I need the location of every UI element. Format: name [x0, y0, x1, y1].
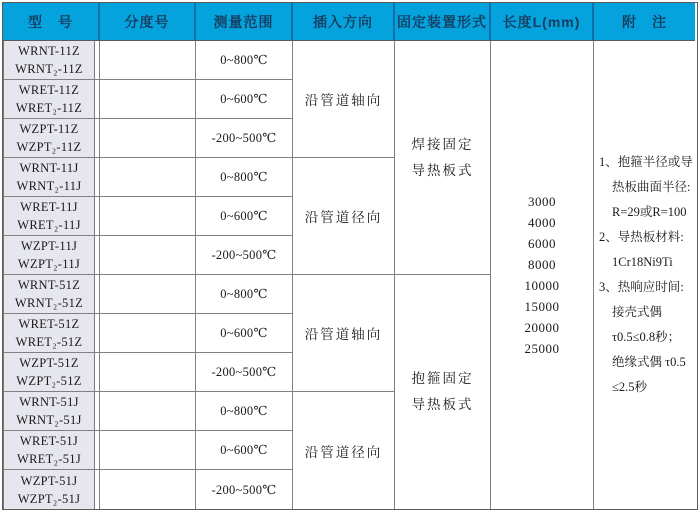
fixing-line: 导热板式 — [411, 162, 474, 178]
length-value: 25000 — [524, 341, 560, 356]
model-cell — [3, 158, 100, 197]
graduation-cell — [100, 431, 196, 470]
model-cell — [3, 392, 100, 431]
fixing-line: 抱箍固定 — [411, 371, 474, 386]
range-cell: -200~500℃ — [196, 353, 293, 392]
note-line: 绝缘式偶 τ0.5 — [612, 355, 686, 369]
model-box — [3, 353, 95, 391]
direction-cell: 沿管道轴向 — [293, 41, 395, 158]
model-line: WRNT₂-11J — [16, 179, 82, 193]
model-line: WZPT-11J — [20, 239, 78, 253]
model-line: WZPT-11Z — [19, 122, 79, 136]
model-box — [3, 314, 95, 352]
note-line: 3、热响应时间: — [599, 280, 684, 294]
graduation-cell — [100, 236, 196, 275]
model-line: WZPT-51J — [20, 473, 78, 488]
model-line: WZPT₂-11J — [17, 257, 81, 271]
header-cell-fixing: 固定装置形式 — [395, 3, 491, 41]
note-line: 接壳式偶 — [612, 305, 663, 319]
length-cell — [491, 41, 594, 509]
header-cell-model: 型 号 — [3, 3, 100, 41]
fixing-line: 焊接固定 — [411, 136, 474, 152]
model-cell — [3, 353, 100, 392]
direction-cell: 沿管道轴向 — [293, 275, 395, 392]
range-cell: 0~800℃ — [196, 392, 293, 431]
range-cell: 0~600℃ — [196, 197, 293, 236]
model-box — [3, 197, 95, 235]
graduation-cell — [100, 197, 196, 236]
model-line: WRNT₂-51Z — [14, 296, 84, 310]
length-value: 4000 — [528, 215, 556, 230]
model-line: WRET-11J — [20, 200, 78, 214]
graduation-cell — [100, 392, 196, 431]
graduation-cell — [100, 41, 196, 80]
range-cell: 0~800℃ — [196, 275, 293, 314]
model-line: WZPT₂-11Z — [16, 140, 82, 154]
model-line: WRNT₂-51J — [16, 413, 82, 427]
header-cell-range: 测量范围 — [196, 3, 293, 41]
note-line: 1、抱箍半径或导 — [599, 155, 693, 169]
note-line: 1Cr18Ni9Ti — [612, 255, 673, 269]
model-cell — [3, 197, 100, 236]
model-line: WRNT-51Z — [17, 278, 81, 292]
model-line: WRET₂-11J — [17, 218, 81, 232]
model-cell — [3, 236, 100, 275]
model-box — [3, 158, 95, 196]
model-cell — [3, 41, 100, 80]
model-line: WRET₂-51Z — [15, 335, 83, 349]
direction-cell: 沿管道径向 — [293, 392, 395, 509]
range-cell: 0~800℃ — [196, 41, 293, 80]
length-value: 3000 — [528, 194, 556, 209]
header-cell-direction: 插入方向 — [293, 3, 395, 41]
model-cell — [3, 119, 100, 158]
model-box — [3, 392, 95, 430]
model-line: WRET₂-51J — [17, 452, 81, 466]
length-value: 20000 — [524, 320, 560, 335]
range-cell: 0~800℃ — [196, 158, 293, 197]
direction-cell: 沿管道径向 — [293, 158, 395, 275]
length-value: 15000 — [524, 299, 560, 314]
range-cell: -200~500℃ — [196, 119, 293, 158]
graduation-cell — [100, 353, 196, 392]
model-line: WRNT-11Z — [18, 44, 80, 58]
note-line: τ0.5≤0.8秒； — [612, 330, 681, 344]
graduation-cell — [100, 314, 196, 353]
model-line: WRNT-11J — [19, 161, 79, 175]
model-cell — [3, 80, 100, 119]
fixing-cell — [395, 275, 491, 509]
length-value: 10000 — [524, 278, 560, 293]
model-box — [3, 41, 95, 79]
range-cell: 0~600℃ — [196, 314, 293, 353]
model-line: WRNT-51J — [19, 395, 79, 409]
graduation-cell — [100, 275, 196, 314]
length-value: 8000 — [528, 257, 556, 272]
note-line: 热板曲面半径: — [612, 180, 691, 194]
model-box — [3, 119, 95, 157]
model-box — [3, 431, 95, 469]
fixing-cell — [395, 41, 491, 275]
model-line: WRET-51J — [19, 434, 79, 448]
graduation-cell — [100, 80, 196, 119]
model-box — [3, 275, 95, 313]
header-cell-graduation: 分度号 — [100, 3, 196, 41]
thermocouple-spec-table — [2, 2, 698, 510]
model-cell — [3, 314, 100, 353]
model-cell — [3, 431, 100, 470]
model-line: WZPT-51Z — [19, 356, 79, 370]
model-line: WRET₂-11Z — [15, 101, 83, 115]
graduation-cell — [100, 470, 196, 509]
model-box — [3, 470, 95, 509]
model-line: WZPT₂-51J — [17, 491, 81, 506]
range-cell: 0~600℃ — [196, 80, 293, 119]
note-line: ≤2.5秒 — [612, 380, 647, 394]
range-cell: 0~600℃ — [196, 431, 293, 470]
fixing-line: 导热板式 — [411, 397, 474, 412]
note-line: R=29或R=100 — [612, 205, 687, 219]
model-cell — [3, 275, 100, 314]
model-line: WRET-11Z — [18, 83, 80, 97]
range-cell: -200~500℃ — [196, 470, 293, 509]
note-line: 2、导热板材料: — [599, 230, 684, 244]
model-box — [3, 236, 95, 274]
model-line: WRNT₂-11Z — [15, 62, 83, 76]
model-cell — [3, 470, 100, 509]
notes-cell — [594, 41, 695, 509]
model-line: WRET-51Z — [18, 317, 80, 331]
graduation-cell — [100, 158, 196, 197]
model-box — [3, 80, 95, 118]
range-cell: -200~500℃ — [196, 236, 293, 275]
header-cell-notes: 附 注 — [594, 3, 695, 41]
header-cell-length: 长度L(mm) — [491, 3, 594, 41]
graduation-cell — [100, 119, 196, 158]
model-line: WZPT₂-51Z — [16, 374, 82, 388]
length-value: 6000 — [528, 236, 556, 251]
